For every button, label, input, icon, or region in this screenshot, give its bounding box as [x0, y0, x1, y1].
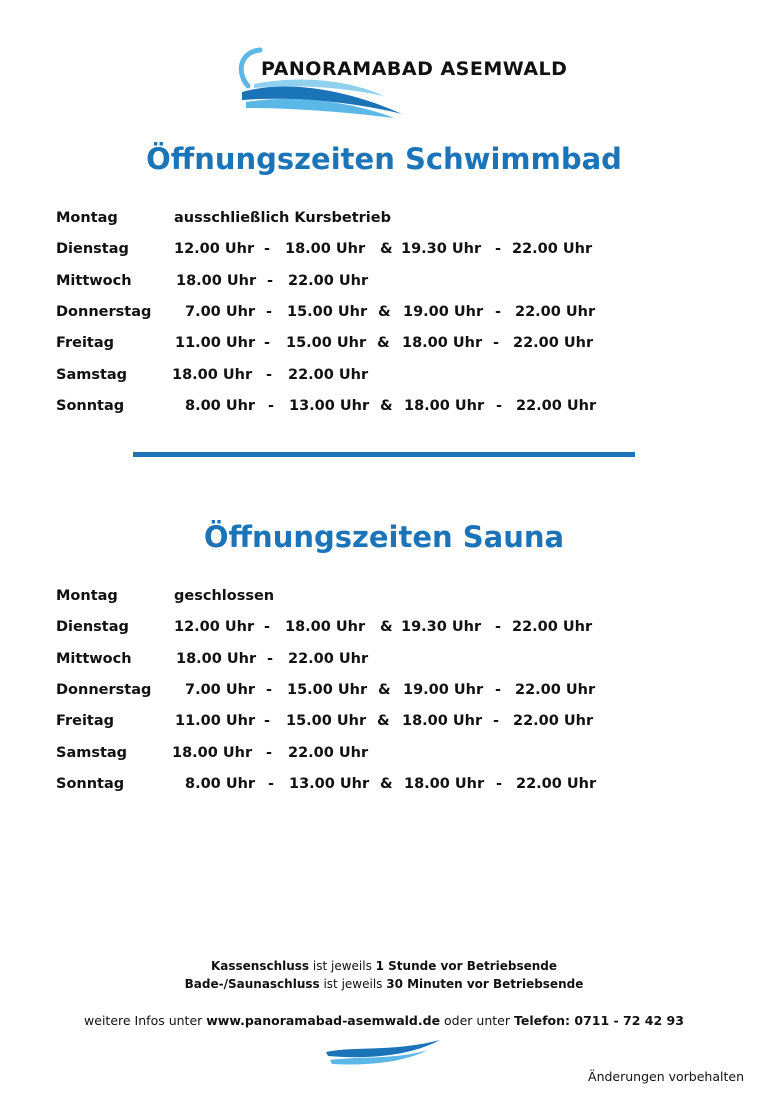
day-label: Mittwoch [56, 272, 132, 289]
schedule-row [0, 651, 768, 671]
open-time: 7.00 Uhr [185, 681, 256, 698]
close-time: 22.00 Uhr [288, 744, 369, 761]
schedule-row [0, 588, 768, 608]
ampersand: & [380, 241, 393, 258]
close-time: 22.00 Uhr [516, 397, 597, 414]
range-dash: - [264, 335, 271, 352]
open-time: 7.00 Uhr [185, 303, 256, 320]
schedule-note: geschlossen [174, 588, 275, 604]
footer-wave-icon [324, 1038, 444, 1070]
close-time: 22.00 Uhr [512, 619, 593, 636]
range-dash: - [493, 335, 500, 352]
schedule-row [0, 367, 768, 387]
day-label: Sonntag [56, 397, 125, 414]
ampersand: & [377, 713, 390, 730]
day-label: Sonntag [56, 775, 125, 792]
website-link[interactable]: www.panoramabad-asemwald.de [206, 1013, 441, 1028]
ampersand: & [380, 397, 393, 414]
ampersand: & [377, 335, 390, 352]
range-dash: - [266, 303, 273, 320]
close-time: 15.00 Uhr [287, 681, 368, 698]
open-time: 11.00 Uhr [175, 713, 256, 730]
open-time: 12.00 Uhr [174, 241, 255, 258]
schedule-row [0, 304, 768, 324]
sauna-title: Öffnungszeiten Sauna [203, 520, 565, 554]
schedule-note: ausschließlich Kursbetrieb [174, 210, 391, 226]
schedule-row [0, 241, 768, 261]
close-time: 15.00 Uhr [287, 303, 368, 320]
day-label: Samstag [56, 744, 128, 761]
close-time: 22.00 Uhr [516, 775, 597, 792]
open-time: 18.00 Uhr [176, 272, 257, 289]
open-time: 19.00 Uhr [403, 681, 484, 698]
close-time: 13.00 Uhr [289, 397, 370, 414]
day-label: Donnerstag [56, 303, 152, 320]
open-time: 18.00 Uhr [172, 366, 253, 383]
range-dash: - [495, 681, 502, 698]
cashier-closing-time: 1 Stunde vor Betriebsende [375, 959, 558, 973]
close-time: 22.00 Uhr [512, 241, 593, 258]
close-time: 22.00 Uhr [513, 713, 594, 730]
wave-logo-icon [234, 44, 534, 124]
close-time: 15.00 Uhr [286, 713, 367, 730]
open-time: 18.00 Uhr [404, 397, 485, 414]
range-dash: - [268, 397, 275, 414]
open-time: 12.00 Uhr [174, 619, 255, 636]
day-label: Samstag [56, 366, 128, 383]
close-time: 18.00 Uhr [285, 241, 366, 258]
open-time: 19.30 Uhr [401, 241, 482, 258]
section-divider [133, 452, 635, 457]
close-time: 22.00 Uhr [288, 366, 369, 383]
day-label: Donnerstag [56, 681, 152, 698]
schedule-row [0, 713, 768, 733]
day-label: Freitag [56, 335, 115, 352]
brand-logo [234, 44, 568, 124]
schedule-row [0, 745, 768, 765]
schedule-row [0, 619, 768, 639]
range-dash: - [496, 775, 503, 792]
range-dash: - [264, 619, 271, 636]
close-time: 13.00 Uhr [289, 775, 370, 792]
schedule-row [0, 335, 768, 355]
open-time: 18.00 Uhr [404, 775, 485, 792]
open-time: 11.00 Uhr [175, 335, 256, 352]
pool-title: Öffnungszeiten Schwimmbad [146, 142, 622, 176]
close-time: 18.00 Uhr [285, 619, 366, 636]
schedule-row [0, 398, 768, 418]
open-time: 8.00 Uhr [185, 397, 256, 414]
range-dash: - [495, 241, 502, 258]
day-label: Mittwoch [56, 650, 132, 667]
range-dash: - [264, 241, 271, 258]
bathing-closing-label: Bade-/Saunaschluss [184, 977, 320, 991]
range-dash: - [267, 272, 274, 289]
range-dash: - [496, 397, 503, 414]
contact-info [0, 1013, 768, 1028]
open-time: 18.00 Uhr [402, 713, 483, 730]
open-time: 8.00 Uhr [185, 775, 256, 792]
phone-number: Telefon: 0711 - 72 42 93 [513, 1013, 684, 1028]
close-time: 22.00 Uhr [515, 303, 596, 320]
cashier-closing-note [0, 959, 768, 973]
bathing-closing-time: 30 Minuten vor Betriebsende [386, 977, 584, 991]
open-time: 18.00 Uhr [176, 650, 257, 667]
open-time: 18.00 Uhr [172, 744, 253, 761]
bathing-closing-mid: ist jeweils [319, 977, 387, 991]
cashier-closing-label: Kassenschluss [210, 959, 310, 973]
ampersand: & [378, 303, 391, 320]
range-dash: - [266, 744, 273, 761]
disclaimer: Änderungen vorbehalten [588, 1069, 744, 1084]
contact-mid: oder unter [440, 1013, 514, 1028]
brand-name: PANORAMABAD ASEMWALD [261, 58, 568, 80]
open-time: 19.00 Uhr [403, 303, 484, 320]
schedule-row [0, 210, 768, 230]
schedule-row [0, 776, 768, 796]
contact-prefix: weitere Infos unter [84, 1013, 207, 1028]
close-time: 22.00 Uhr [288, 272, 369, 289]
close-time: 15.00 Uhr [286, 335, 367, 352]
range-dash: - [268, 775, 275, 792]
range-dash: - [267, 650, 274, 667]
range-dash: - [264, 713, 271, 730]
cashier-closing-mid: ist jeweils [309, 959, 376, 973]
day-label: Freitag [56, 713, 115, 730]
day-label: Montag [56, 588, 118, 604]
range-dash: - [495, 303, 502, 320]
close-time: 22.00 Uhr [515, 681, 596, 698]
day-label: Montag [56, 210, 118, 226]
bathing-closing-note [0, 977, 768, 991]
close-time: 22.00 Uhr [288, 650, 369, 667]
ampersand: & [380, 775, 393, 792]
ampersand: & [378, 681, 391, 698]
schedule-row [0, 682, 768, 702]
open-time: 19.30 Uhr [401, 619, 482, 636]
ampersand: & [380, 619, 393, 636]
day-label: Dienstag [56, 241, 129, 258]
range-dash: - [495, 619, 502, 636]
open-time: 18.00 Uhr [402, 335, 483, 352]
range-dash: - [266, 366, 273, 383]
range-dash: - [266, 681, 273, 698]
close-time: 22.00 Uhr [513, 335, 594, 352]
day-label: Dienstag [56, 619, 129, 636]
schedule-row [0, 273, 768, 293]
range-dash: - [493, 713, 500, 730]
